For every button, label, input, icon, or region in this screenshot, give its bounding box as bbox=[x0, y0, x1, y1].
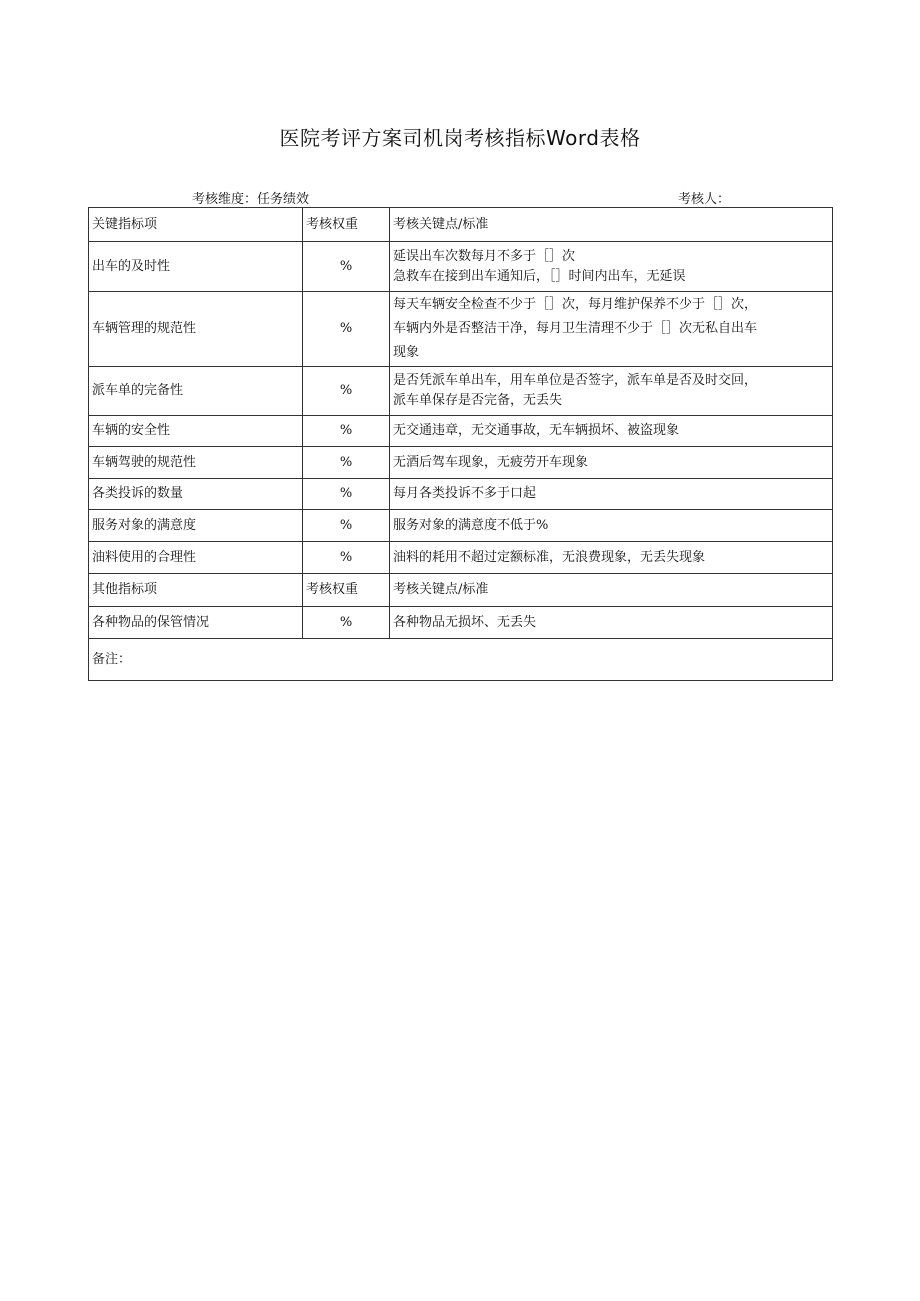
table-row bbox=[89, 542, 833, 574]
row-weight: % bbox=[303, 242, 390, 292]
row-criteria: 每月各类投诉不多于口起 bbox=[390, 479, 833, 510]
header-weight: 考核权重 bbox=[303, 208, 390, 242]
other-header-criteria: 考核关键点/标准 bbox=[390, 574, 833, 607]
criteria-line: 急救车在接到出车通知后，［］时间内出车，无延误 bbox=[393, 268, 686, 284]
table-row bbox=[89, 242, 833, 292]
row-item: 各类投诉的数量 bbox=[89, 479, 303, 510]
row-criteria: 油料的耗用不超过定额标准，无浪费现象，无丢失现象 bbox=[390, 542, 833, 574]
table-row bbox=[89, 416, 833, 447]
table-header-row bbox=[89, 208, 833, 242]
assessment-table bbox=[88, 207, 833, 681]
row-item: 出车的及时性 bbox=[89, 242, 303, 292]
row-item: 油料使用的合理性 bbox=[89, 542, 303, 574]
row-item: 派车单的完备性 bbox=[89, 367, 303, 416]
assessment-dimension: 考核维度：任务绩效 bbox=[192, 192, 310, 207]
row-weight: % bbox=[303, 292, 390, 367]
criteria-line: 车辆内外是否整洁干净，每月卫生清理不少于［］次无私自出车 bbox=[393, 321, 758, 336]
criteria-line: 每天车辆安全检查不少于［］次，每月维护保养不少于［］次， bbox=[393, 297, 758, 312]
row-weight: % bbox=[303, 542, 390, 574]
criteria-line: 延误出车次数每月不多于［］次 bbox=[393, 248, 576, 264]
row-weight: % bbox=[303, 367, 390, 416]
row-weight: % bbox=[303, 416, 390, 447]
row-item: 各种物品的保管情况 bbox=[89, 607, 303, 639]
row-item: 服务对象的满意度 bbox=[89, 510, 303, 542]
table-row bbox=[89, 367, 833, 416]
header-item: 关键指标项 bbox=[89, 208, 303, 242]
other-header-row bbox=[89, 574, 833, 607]
other-header-weight: 考核权重 bbox=[303, 574, 390, 607]
page-title: 医院考评方案司机岗考核指标Word表格 bbox=[279, 126, 641, 150]
table-row bbox=[89, 479, 833, 510]
criteria-line: 是否凭派车单出车，用车单位是否签字，派车单是否及时交回， bbox=[393, 373, 758, 388]
row-criteria: 无交通违章，无交通事故，无车辆损坏、被盗现象 bbox=[390, 416, 833, 447]
table-row bbox=[89, 292, 833, 367]
table-row bbox=[89, 447, 833, 479]
criteria-line: 派车单保存是否完备，无丢失 bbox=[393, 393, 563, 408]
row-criteria bbox=[390, 367, 833, 416]
remarks-cell: 备注： bbox=[89, 639, 833, 681]
row-item: 车辆的安全性 bbox=[89, 416, 303, 447]
row-weight: % bbox=[303, 479, 390, 510]
row-item: 车辆驾驶的规范性 bbox=[89, 447, 303, 479]
assessor-label: 考核人： bbox=[678, 192, 731, 207]
row-criteria bbox=[390, 242, 833, 292]
row-criteria bbox=[390, 292, 833, 367]
meta-row bbox=[88, 188, 832, 206]
remarks-row bbox=[89, 639, 833, 681]
row-weight: % bbox=[303, 607, 390, 639]
row-weight: % bbox=[303, 447, 390, 479]
table-row bbox=[89, 510, 833, 542]
row-criteria: 服务对象的满意度不低于% bbox=[390, 510, 833, 542]
row-criteria: 无酒后驾车现象，无疲劳开车现象 bbox=[390, 447, 833, 479]
row-weight: % bbox=[303, 510, 390, 542]
row-criteria: 各种物品无损坏、无丢失 bbox=[390, 607, 833, 639]
row-item: 车辆管理的规范性 bbox=[89, 292, 303, 367]
other-header-item: 其他指标项 bbox=[89, 574, 303, 607]
criteria-line: 现象 bbox=[393, 345, 420, 360]
header-criteria: 考核关键点/标准 bbox=[390, 208, 833, 242]
table-row bbox=[89, 607, 833, 639]
